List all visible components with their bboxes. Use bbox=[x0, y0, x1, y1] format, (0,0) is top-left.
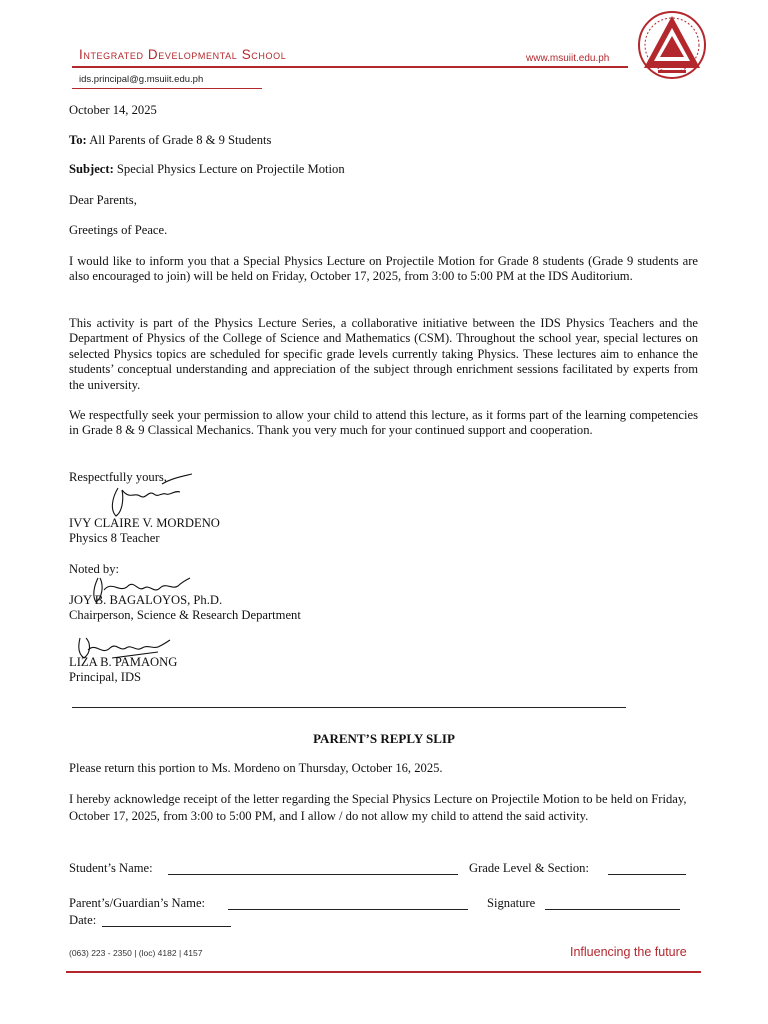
student-name-field[interactable] bbox=[168, 862, 458, 875]
letter-date: October 14, 2025 bbox=[69, 103, 157, 117]
footer-divider bbox=[66, 971, 701, 973]
signatory-name-chairperson: JOY B. BAGALOYOS, Ph.D. bbox=[69, 593, 223, 607]
paragraph-request: We respectfully seek your permission to allow your child to attend this lecture, as it forms part of the learning competencies in Grade 8 & 9 Classical Mechanics. Thank you very much for your continued support and cooperation. bbox=[69, 408, 698, 438]
grade-section-label: Grade Level & Section: bbox=[469, 861, 589, 875]
to-value: All Parents of Grade 8 & 9 Students bbox=[86, 133, 272, 147]
subject-value: Special Physics Lecture on Projectile Motion bbox=[113, 162, 345, 176]
noted-by-label: Noted by: bbox=[69, 562, 120, 576]
signatory-title-principal: Principal, IDS bbox=[69, 670, 142, 684]
greeting: Greetings of Peace. bbox=[69, 223, 168, 237]
paragraph-announcement: I would like to inform you that a Special Physics Lecture on Projectile Motion for Grade 8 students (Grade 9 students are also encouraged to join) will be held on Friday, October 17, 2025, from 3:00 to 5:00 PM at the IDS Auditorium. bbox=[69, 254, 698, 284]
guardian-name-field[interactable] bbox=[228, 897, 468, 910]
footer-phone: (063) 223 - 2350 | (loc) 4182 | 4157 bbox=[69, 948, 203, 958]
signatory-title-chairperson: Chairperson, Science & Research Department bbox=[69, 608, 301, 622]
email-underline bbox=[72, 88, 262, 89]
website-link[interactable]: www.msuiit.edu.ph bbox=[526, 53, 610, 64]
date-field[interactable] bbox=[102, 914, 231, 927]
subject-line bbox=[69, 162, 345, 177]
signatory-name-principal: LIZA B. PAMAONG bbox=[69, 655, 178, 669]
footer-tagline: Influencing the future bbox=[570, 945, 687, 959]
signatory-title-teacher: Physics 8 Teacher bbox=[69, 531, 160, 545]
paragraph-background: This activity is part of the Physics Lecture Series, a collaborative initiative between the IDS Physics Teachers and the Department of Physics of the College of Science and Mathematics (CSM). Throughout the school year, special lectures on selected Physics topics are scheduled for specific grade levels currently taking Physics. These lectures aim to enhance the students’ conceptual understanding and appreciation of the subject through enrichment sessions facilitated by experts from the university. bbox=[69, 316, 698, 392]
signature-field[interactable] bbox=[545, 897, 680, 910]
closing: Respectfully yours, bbox=[69, 470, 167, 484]
to-label: To: bbox=[69, 133, 87, 147]
school-seal-icon bbox=[638, 10, 706, 80]
header-divider bbox=[72, 66, 628, 68]
email-address[interactable]: ids.principal@g.msuiit.edu.ph bbox=[79, 74, 204, 85]
reply-instruction: Please return this portion to Ms. Mordeno on Thursday, October 16, 2025. bbox=[69, 761, 443, 775]
school-name: Integrated Developmental School bbox=[79, 47, 287, 62]
signatory-name-teacher: IVY CLAIRE V. MORDENO bbox=[69, 516, 220, 530]
reply-acknowledgment: I hereby acknowledge receipt of the letter regarding the Special Physics Lecture on Projectile Motion to be held on Friday, October 17, 2025, from 3:00 to 5:00 PM, and I allow / do not allow my child to attend the said activity. bbox=[69, 792, 687, 823]
cut-line-divider bbox=[72, 707, 626, 708]
recipient-line bbox=[69, 133, 271, 148]
salutation: Dear Parents, bbox=[69, 193, 137, 207]
signature-label: Signature bbox=[487, 896, 536, 910]
guardian-name-label: Parent’s/Guardian’s Name: bbox=[69, 896, 206, 910]
date-label: Date: bbox=[69, 913, 97, 927]
grade-section-field[interactable] bbox=[608, 862, 686, 875]
subject-label: Subject: bbox=[69, 162, 114, 176]
reply-slip-title: PARENT’S REPLY SLIP bbox=[313, 731, 455, 746]
student-name-label: Student’s Name: bbox=[69, 861, 153, 875]
